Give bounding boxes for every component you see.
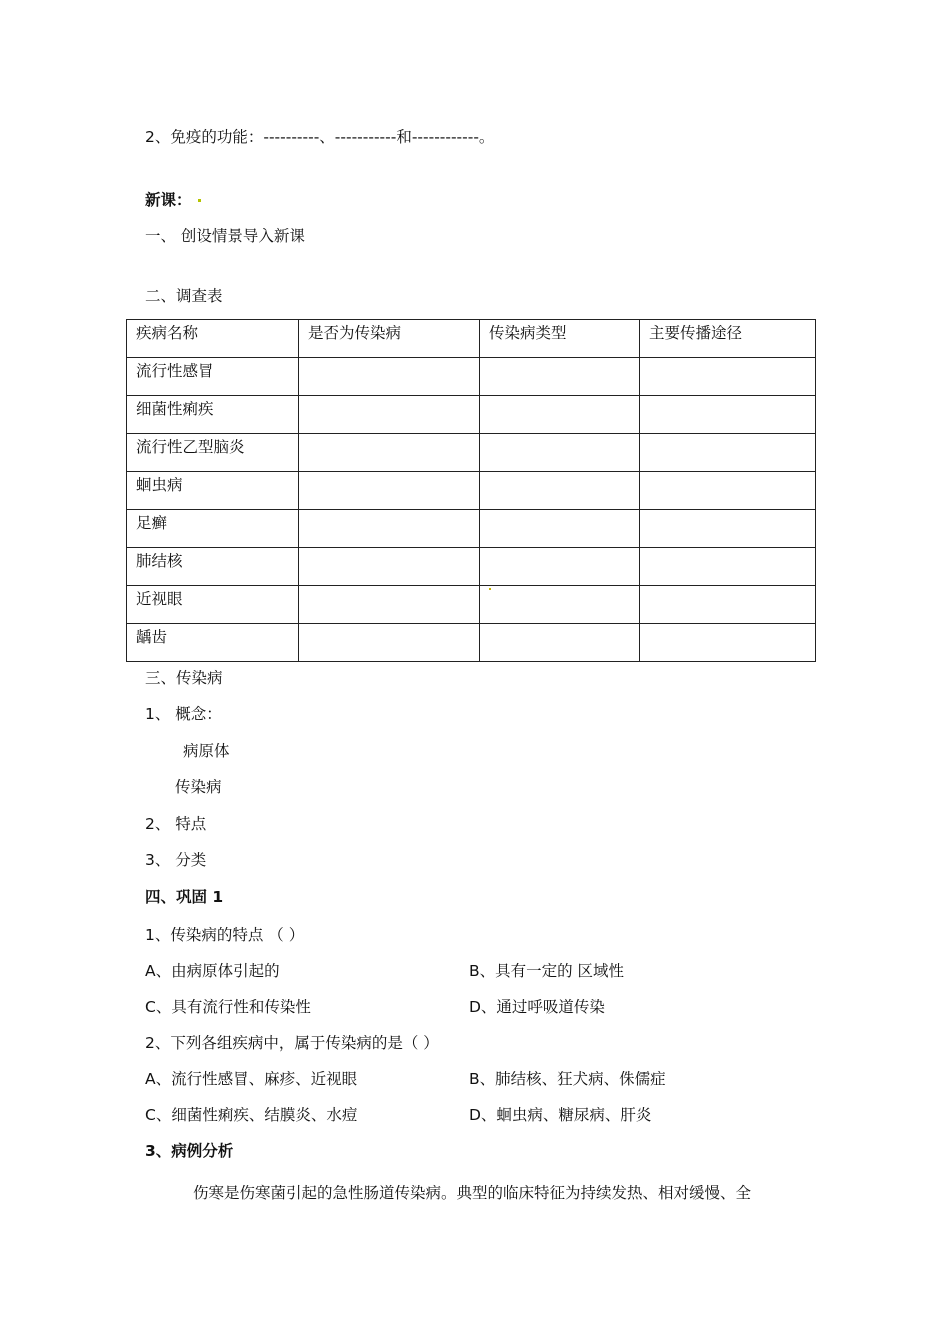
blank-cell [299, 624, 480, 662]
classification-label: 3、 分类 [145, 851, 207, 869]
blank-cell [299, 358, 480, 396]
question-1-option-a: A、由病原体引起的 [145, 962, 280, 980]
disease-name-cell: 流行性感冒 [127, 358, 299, 396]
question-2-option-a: A、流行性感冒、麻疹、近视眼 [145, 1070, 358, 1088]
blank-cell [299, 586, 480, 624]
infectious-disease-label: 传染病 [175, 778, 222, 796]
blank-cell [640, 472, 816, 510]
blank-cell [480, 586, 640, 624]
question-1-stem: 1、传染病的特点 （ ） [145, 926, 305, 944]
question-2-option-c: C、细菌性痢疾、结膜炎、水痘 [145, 1106, 358, 1124]
table-row [127, 510, 816, 548]
table-row [127, 624, 816, 662]
table-row [127, 586, 816, 624]
disease-name-cell: 流行性乙型脑炎 [127, 434, 299, 472]
survey-table-body [127, 320, 816, 662]
table-row [127, 434, 816, 472]
blank-cell [480, 624, 640, 662]
blank-cell [640, 548, 816, 586]
case-analysis-text: 伤寒是伤寒菌引起的急性肠道传染病。典型的临床特征为持续发热、相对缓慢、全 [193, 1184, 752, 1202]
concept-label: 1、 概念： [145, 705, 222, 723]
speck-mark [489, 588, 491, 590]
blank-cell [480, 396, 640, 434]
table-row [127, 358, 816, 396]
question-2-option-b: B、肺结核、狂犬病、侏儒症 [469, 1070, 666, 1088]
blank-cell [299, 472, 480, 510]
question-1-option-d: D、通过呼吸道传染 [469, 998, 605, 1016]
disease-name-cell: 龋齿 [127, 624, 299, 662]
blank-cell [299, 434, 480, 472]
blank-cell [480, 434, 640, 472]
survey-table [126, 319, 816, 662]
survey-header-cell: 是否为传染病 [299, 320, 480, 358]
disease-name-cell: 近视眼 [127, 586, 299, 624]
disease-name-cell: 肺结核 [127, 548, 299, 586]
survey-header-cell: 传染病类型 [480, 320, 640, 358]
blank-cell [640, 510, 816, 548]
features-label: 2、 特点 [145, 815, 207, 833]
new-lesson-label: 新课： [145, 191, 192, 209]
blank-cell [299, 548, 480, 586]
blank-cell [480, 510, 640, 548]
blank-cell [640, 358, 816, 396]
disease-name-cell: 细菌性痢疾 [127, 396, 299, 434]
blank-cell [640, 586, 816, 624]
section-2-heading: 二、调查表 [145, 287, 223, 305]
new-lesson-heading [145, 190, 201, 210]
pathogen-label: 病原体 [183, 742, 230, 760]
question-1-option-c: C、具有流行性和传染性 [145, 998, 311, 1016]
blank-cell [480, 472, 640, 510]
blank-cell [640, 624, 816, 662]
disease-name-cell: 蛔虫病 [127, 472, 299, 510]
question-2-option-d: D、蛔虫病、糖尿病、肝炎 [469, 1106, 652, 1124]
blank-cell [640, 396, 816, 434]
blank-cell [640, 434, 816, 472]
survey-header-cell: 主要传播途径 [640, 320, 816, 358]
mark-dot [198, 199, 201, 202]
blank-cell [480, 358, 640, 396]
blank-cell [480, 548, 640, 586]
question-1-option-b: B、具有一定的 区域性 [469, 962, 625, 980]
section-1-heading: 一、 创设情景导入新课 [145, 227, 305, 245]
section-4-heading: 四、巩固 1 [145, 888, 224, 906]
table-row [127, 548, 816, 586]
survey-header-cell: 疾病名称 [127, 320, 299, 358]
immunity-function-line: 2、免疫的功能：----------、-----------和------------。 [145, 128, 495, 146]
table-row [127, 396, 816, 434]
disease-name-cell: 足癣 [127, 510, 299, 548]
table-row [127, 472, 816, 510]
case-analysis-heading: 3、病例分析 [145, 1142, 234, 1160]
question-2-stem: 2、下列各组疾病中，属于传染病的是（ ） [145, 1034, 439, 1052]
blank-cell [299, 396, 480, 434]
survey-header-row [127, 320, 816, 358]
section-3-heading: 三、传染病 [145, 669, 223, 687]
blank-cell [299, 510, 480, 548]
